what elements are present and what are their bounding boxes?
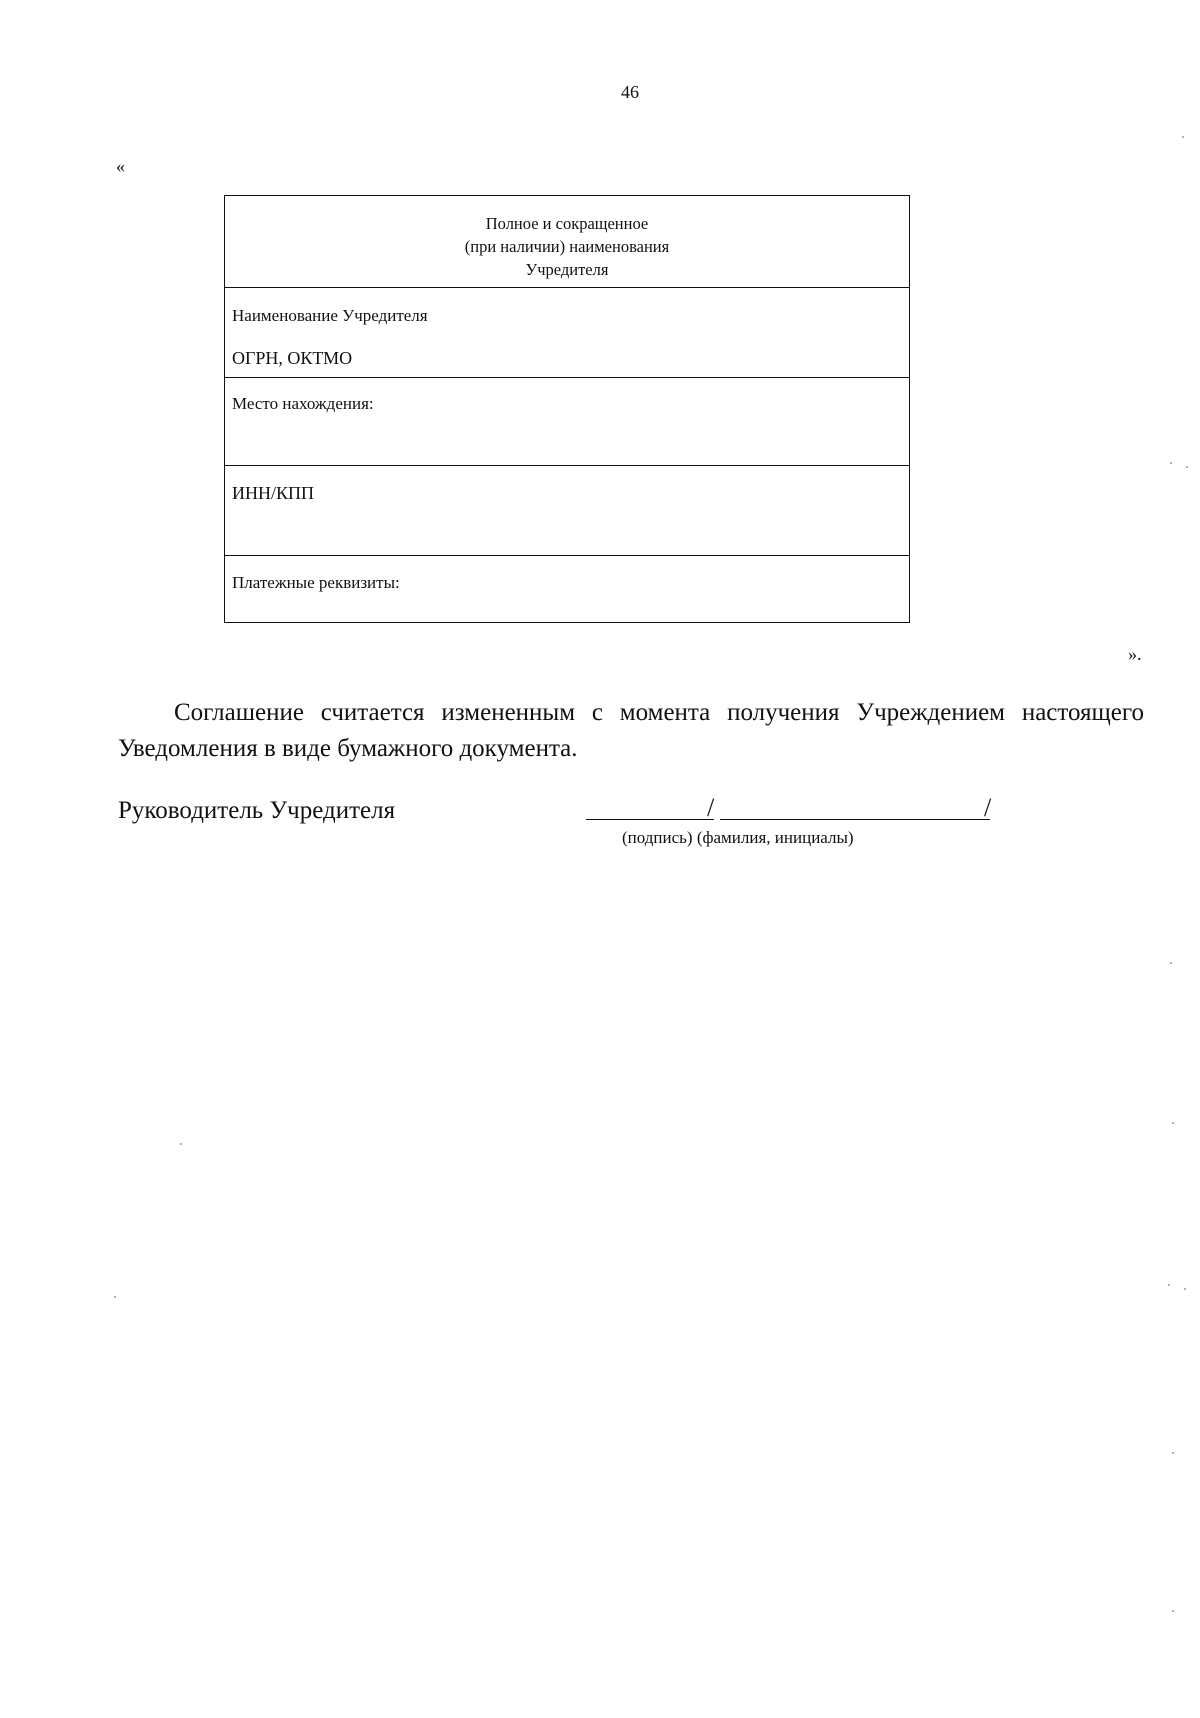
table-header-cell [225,196,909,288]
address-label: Место нахождения: [232,394,374,413]
signature-line [586,819,714,820]
page-number: 46 [621,82,639,102]
scan-speck [114,1296,116,1298]
scan-speck [1168,1284,1170,1286]
scan-speck [1184,1288,1186,1290]
signer-title: Руководитель Учредителя [118,797,396,824]
scan-speck [1172,1452,1174,1454]
founder-name-cell [225,288,909,378]
scan-speck [1170,962,1172,964]
inn-kpp-cell [225,466,909,556]
address-cell [225,378,909,466]
scan-speck [1172,1122,1174,1124]
scan-speck [180,1143,182,1145]
scan-speck [1172,1610,1174,1612]
founder-details-table [224,195,910,623]
founder-name-label: Наименование Учредителя [232,306,428,325]
name-initials-line [720,819,990,820]
scan-speck [1186,466,1188,468]
scan-speck [1170,462,1172,464]
closing-quote-mark: ». [1128,644,1142,664]
payment-details-label: Платежные реквизиты: [232,573,400,592]
table-header-line: Полное и сокращенное [485,214,649,233]
table-header-line: Учредителя [525,260,609,279]
scan-speck [1182,136,1184,138]
table-header-line: (при наличии) наименования [464,237,670,256]
payment-details-cell [225,556,909,624]
signature-end-slash: / [984,793,992,822]
signature-caption: (подпись) (фамилия, инициалы) [622,828,854,847]
signature-separator-slash: / [707,793,715,822]
inn-kpp-label: ИНН/КПП [232,483,315,503]
ogrn-oktmo-label: ОГРН, ОКТМО [232,348,353,368]
opening-quote-mark: « [116,156,125,176]
agreement-change-paragraph: Соглашение считается измененным с момента получения Учреждением настоящего Уведомления в виде бумажного документа. [118,699,1144,762]
